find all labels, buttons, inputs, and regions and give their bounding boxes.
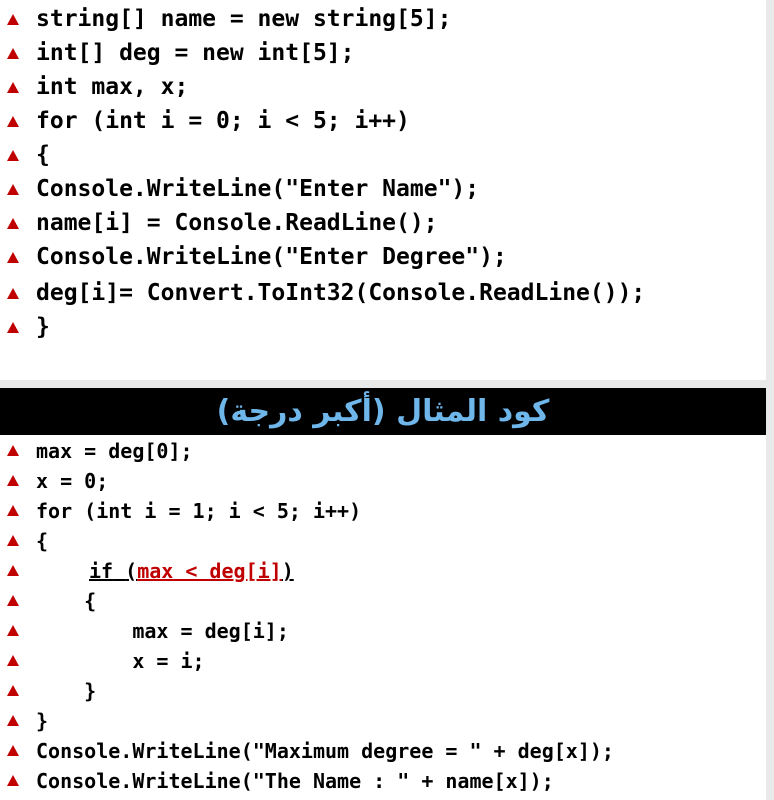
triangle-bullet-icon — [7, 150, 19, 161]
triangle-bullet-icon — [7, 595, 19, 606]
triangle-bullet-icon — [7, 322, 19, 333]
triangle-bullet-icon — [7, 82, 19, 93]
triangle-bullet-icon — [7, 775, 19, 786]
triangle-bullet-icon — [7, 655, 19, 666]
triangle-bullet-icon — [7, 535, 19, 546]
triangle-bullet-icon — [7, 116, 19, 127]
if-condition: max < deg[i] — [137, 559, 282, 583]
triangle-bullet-icon — [7, 288, 19, 299]
triangle-bullet-icon — [7, 745, 19, 756]
code-panel-top: string[] name = new string[5]; int[] deg = new int[5]; int max, x; for (int i = 0; i < 5; i++) { Console.WriteLine("Enter Name"); name[i] = Console.ReadLine(); Console.WriteLine("Enter Degree"); deg[i]= Convert.ToInt32(Console.ReadLine()); } — [0, 0, 766, 380]
if-open-paren: ( — [125, 559, 138, 583]
if-keyword: if — [89, 559, 114, 583]
triangle-bullet-icon — [7, 184, 19, 195]
triangle-bullet-icon — [7, 505, 19, 516]
if-close-paren: ) — [281, 559, 294, 583]
triangle-bullet-icon — [7, 475, 19, 486]
code-panel-bottom: كود المثال (أكبر درجة) max = deg[0]; x = 0; for (int i = 1; i < 5; i++) { if (max < deg[i]) { max = deg[i]; x = i; } } Console.WriteLine("Maximum degree = " + deg[x]); Console.WriteLine("The Name : " + name[x]); — [0, 388, 766, 800]
triangle-bullet-icon — [7, 685, 19, 696]
triangle-bullet-icon — [7, 252, 19, 263]
triangle-bullet-icon — [7, 48, 19, 59]
triangle-bullet-icon — [7, 14, 19, 25]
triangle-bullet-icon — [7, 445, 19, 456]
triangle-bullet-icon — [7, 715, 19, 726]
triangle-bullet-icon — [7, 625, 19, 636]
example-title: كود المثال (أكبر درجة) — [0, 388, 766, 435]
triangle-bullet-icon — [7, 218, 19, 229]
triangle-bullet-icon — [7, 565, 19, 576]
